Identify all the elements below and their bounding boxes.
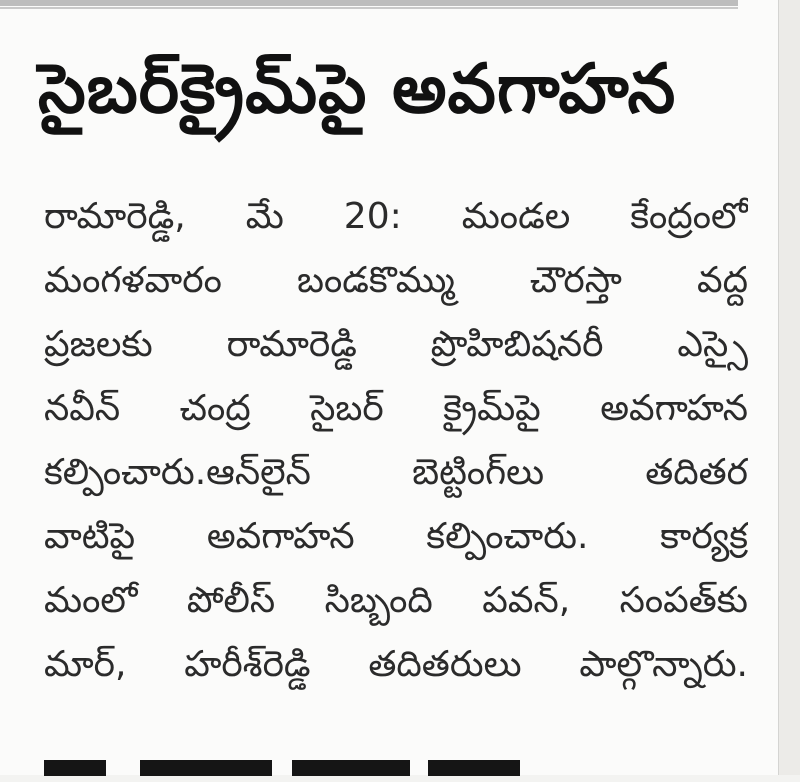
article-line: ప్రజలకు రామారెడ్డి ప్రొహిబిషనరీ ఎస్సై <box>44 324 748 365</box>
article-line: మంగళవారం బండకొమ్ము చౌరస్తా వద్ద <box>44 260 748 301</box>
article-line: కల్పించారు.ఆన్‌లైన్ బెట్టింగ్‌లు తదితర <box>44 452 748 493</box>
article-body <box>44 185 748 697</box>
top-rule-secondary <box>0 7 738 9</box>
article-line: రామారెడ్డి, మే 20: మండల కేంద్రంలో <box>44 196 748 237</box>
article-line: మంలో పోలీస్ సిబ్బంది పవన్, సంపత్‌కు <box>44 580 748 621</box>
page-edge <box>778 0 800 775</box>
article-line: మార్, హరీశ్‌రెడ్డి తదితరులు పాల్గొన్నారు. <box>44 644 748 685</box>
cropped-next-headline <box>44 742 544 782</box>
article-headline: సైబర్‌క్రైమ్‌పై అవగాహన <box>38 50 677 129</box>
article-line: వాటిపై అవగాహన కల్పించారు. కార్యక్ర <box>44 516 748 557</box>
top-rule <box>0 0 738 6</box>
article-line: నవీన్ చంద్ర సైబర్ క్రైమ్‌పై అవగాహన <box>44 388 748 429</box>
